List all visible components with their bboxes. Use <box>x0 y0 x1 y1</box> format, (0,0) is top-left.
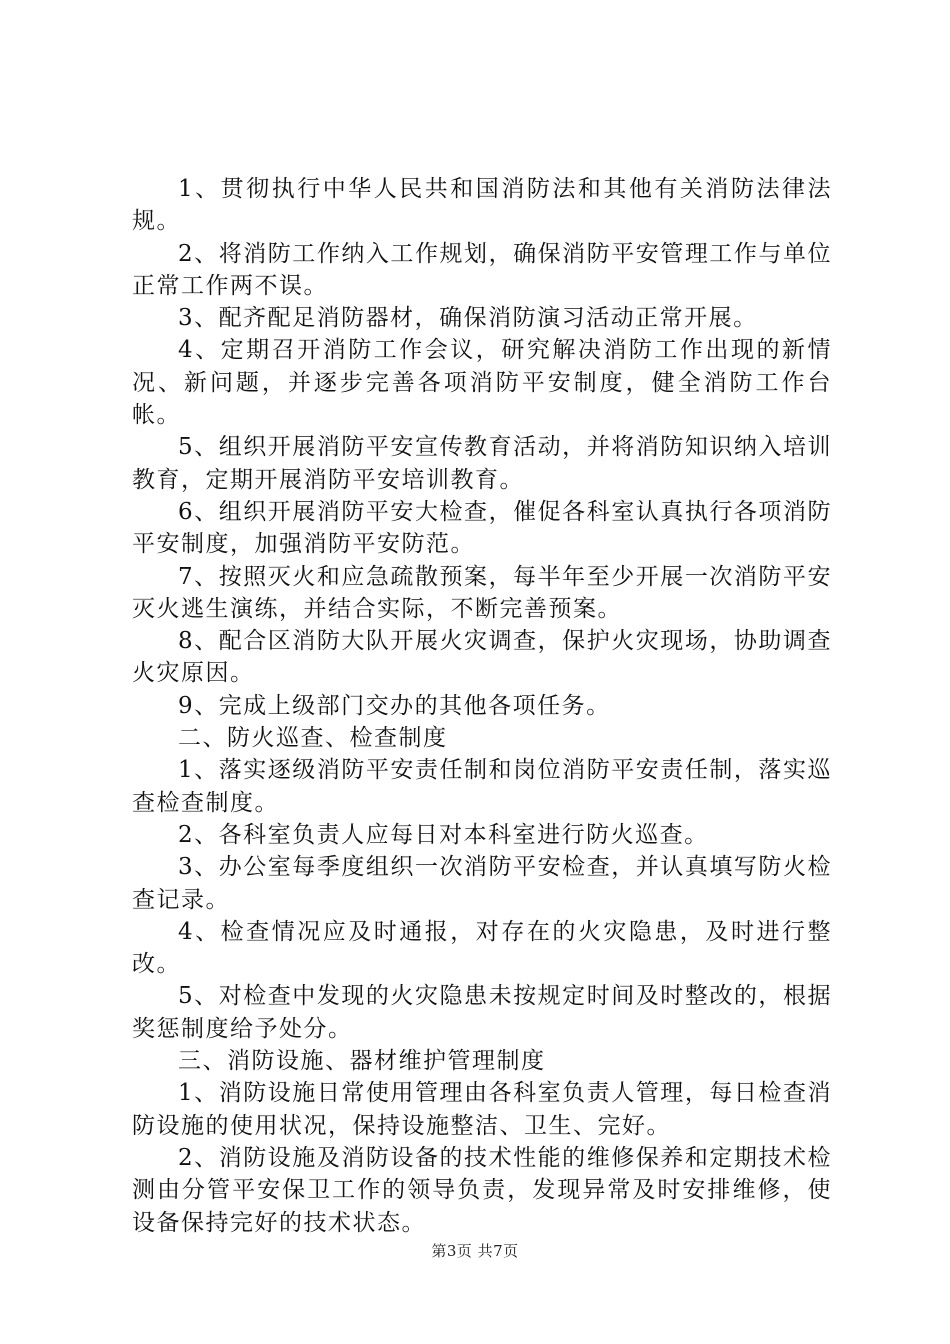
paragraph: 4、定期召开消防工作会议，研究解决消防工作出现的新情况、新问题，并逐步完善各项消防平安制度，健全消防工作台帐。 <box>132 337 832 429</box>
paragraph: 1、贯彻执行中华人民共和国消防法和其他有关消防法律法规。 <box>132 176 832 235</box>
paragraph: 2、各科室负责人应每日对本科室进行防火巡查。 <box>178 821 709 848</box>
paragraph: 5、对检查中发现的火灾隐患未按规定时间及时整改的，根据奖惩制度给予处分。 <box>132 983 832 1042</box>
paragraph: 8、配合区消防大队开展火灾调查，保护火灾现场，协助调查火灾原因。 <box>132 628 832 687</box>
paragraph: 9、完成上级部门交办的其他各项任务。 <box>178 692 611 719</box>
paragraph: 1、消防设施日常使用管理由各科室负责人管理，每日检查消防设施的使用状况，保持设施整洁、卫生、完好。 <box>132 1080 832 1139</box>
paragraph: 4、检查情况应及时通报，对存在的火灾隐患，及时进行整改。 <box>132 918 832 978</box>
paragraph: 3、办公室每季度组织一次消防平安检查，并认真填写防火检查记录。 <box>132 854 832 913</box>
paragraph: 5、组织开展消防平安宣传教育活动，并将消防知识纳入培训教育，定期开展消防平安培训教育。 <box>132 434 832 493</box>
paragraph: 1、落实逐级消防平安责任制和岗位消防平安责任制，落实巡查检查制度。 <box>132 757 832 816</box>
paragraph: 6、组织开展消防平安大检查，催促各科室认真执行各项消防平安制度，加强消防平安防范。 <box>132 498 832 558</box>
paragraph: 2、将消防工作纳入工作规划，确保消防平安管理工作与单位正常工作两不误。 <box>132 240 832 299</box>
section-heading: 二、防火巡查、检查制度 <box>178 725 448 752</box>
paragraph: 3、配齐配足消防器材，确保消防演习活动正常开展。 <box>178 305 758 332</box>
paragraph: 7、按照灭火和应急疏散预案，每半年至少开展一次消防平安灭火逃生演练，并结合实际，不断完善预案。 <box>132 563 832 622</box>
page-number-footer: 第3页 共7页 <box>431 1242 519 1260</box>
section-heading: 三、消防设施、器材维护管理制度 <box>178 1048 546 1075</box>
document-body <box>132 173 832 1239</box>
paragraph: 2、消防设施及消防设备的技术性能的维修保养和定期技术检测由分管平安保卫工作的领导负责，发现异常及时安排维修，使设备保持完好的技术状态。 <box>132 1144 832 1236</box>
